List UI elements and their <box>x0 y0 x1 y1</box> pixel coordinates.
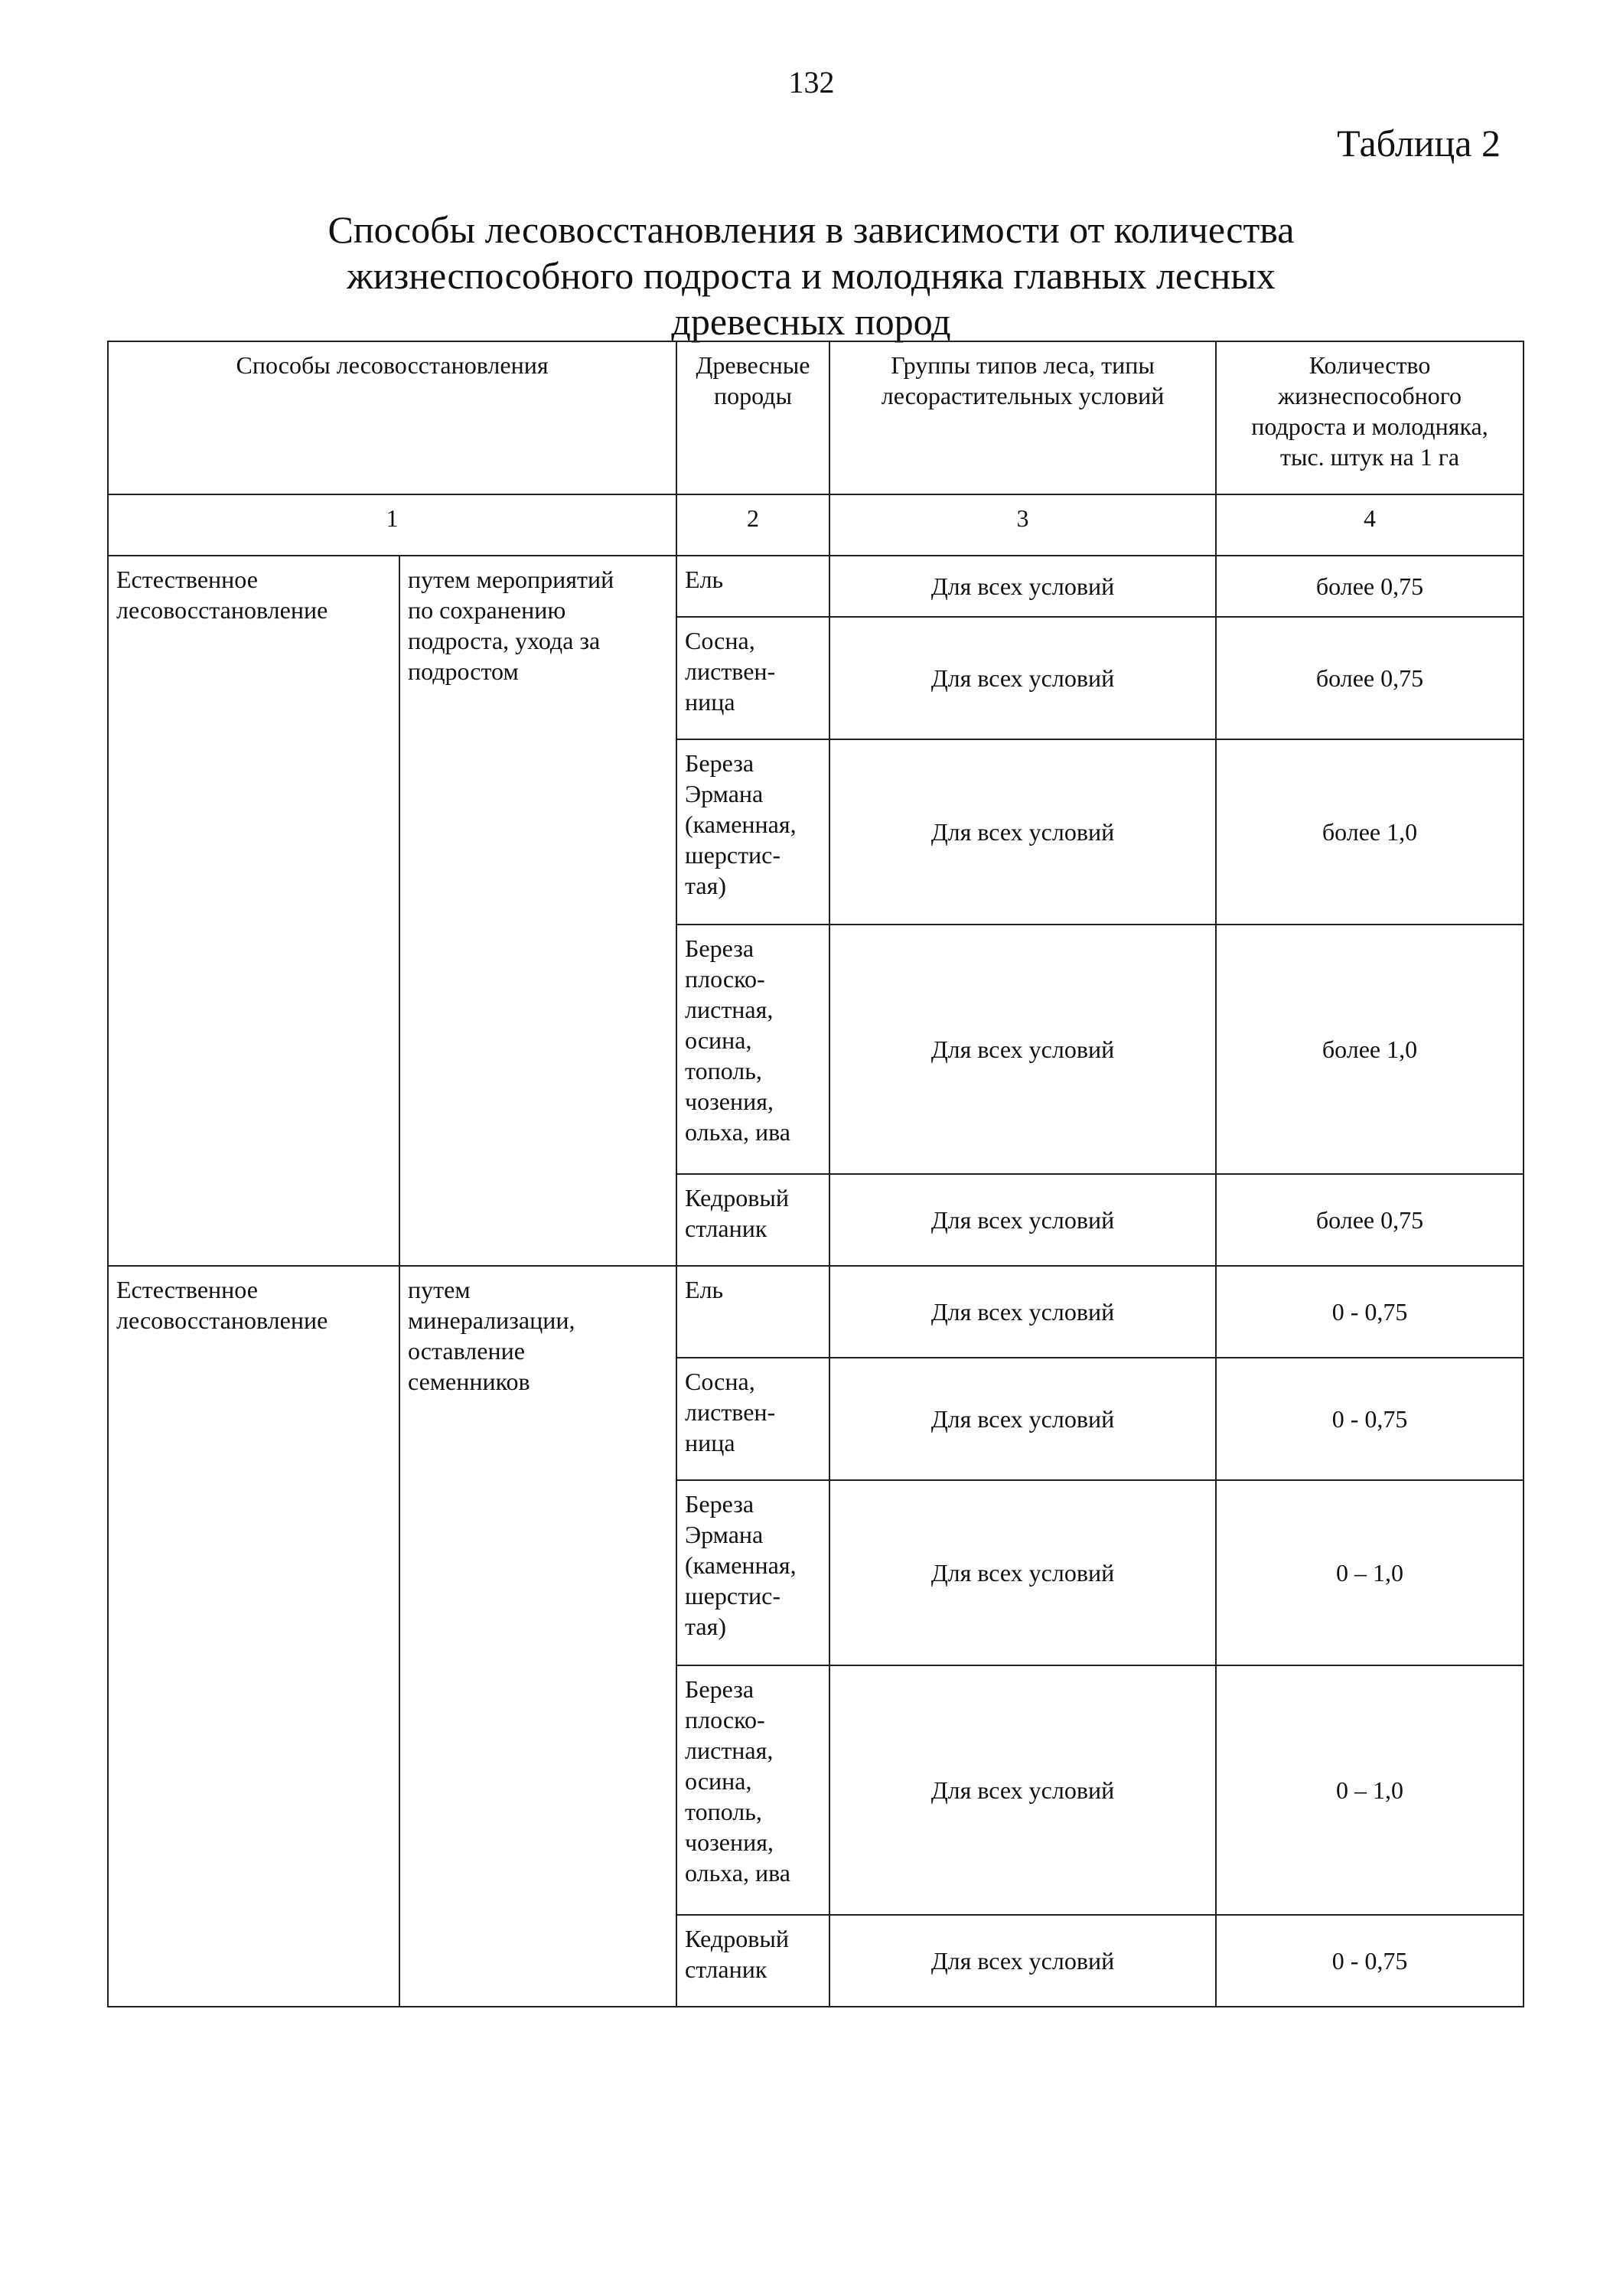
header-quantity: Количество жизнеспособного подроста и молодняка, тыс. штук на 1 га <box>1216 341 1524 494</box>
submethod-cell: путем минерализации, оставление семенников <box>399 1266 676 2007</box>
species-cell: Ель <box>676 556 829 617</box>
conditions-cell: Для всех условий <box>829 1915 1216 2007</box>
column-number: 1 <box>108 494 676 556</box>
table-label: Таблица 2 <box>1337 122 1501 165</box>
quantity-cell: 0 - 0,75 <box>1216 1915 1524 2007</box>
conditions-cell: Для всех условий <box>829 1665 1216 1915</box>
method-cell: Естественное лесовосстановление <box>108 1266 399 2007</box>
species-cell: Кедровый стланик <box>676 1915 829 2007</box>
conditions-cell: Для всех условий <box>829 1266 1216 1358</box>
conditions-cell: Для всех условий <box>829 925 1216 1174</box>
quantity-cell: более 0,75 <box>1216 617 1524 739</box>
conditions-cell: Для всех условий <box>829 556 1216 617</box>
quantity-cell: 0 - 0,75 <box>1216 1358 1524 1480</box>
conditions-cell: Для всех условий <box>829 739 1216 925</box>
conditions-cell: Для всех условий <box>829 1174 1216 1266</box>
reforestation-table <box>107 341 1524 2007</box>
quantity-cell: более 1,0 <box>1216 925 1524 1174</box>
table-row <box>108 556 1524 617</box>
quantity-cell: 0 – 1,0 <box>1216 1665 1524 1915</box>
species-cell: Береза Эрмана (каменная, шерстис- тая) <box>676 1480 829 1665</box>
header-methods: Способы лесовосстановления <box>108 341 676 494</box>
quantity-cell: 0 – 1,0 <box>1216 1480 1524 1665</box>
species-cell: Ель <box>676 1266 829 1358</box>
column-number: 2 <box>676 494 829 556</box>
title-line: жизнеспособного подроста и молодняка главных лесных <box>347 254 1276 297</box>
species-cell: Береза плоско- листная, осина, тополь, чозения, ольха, ива <box>676 925 829 1174</box>
quantity-cell: более 1,0 <box>1216 739 1524 925</box>
species-cell: Сосна, листвен- ница <box>676 1358 829 1480</box>
title-line: Способы лесовосстановления в зависимости от количества <box>328 208 1295 251</box>
header-species: Древесные породы <box>676 341 829 494</box>
table-title <box>199 207 1423 344</box>
quantity-cell: более 0,75 <box>1216 556 1524 617</box>
submethod-cell: путем мероприятий по сохранению подроста, ухода за подростом <box>399 556 676 1266</box>
page-number: 132 <box>788 65 835 99</box>
species-cell: Береза Эрмана (каменная, шерстис- тая) <box>676 739 829 925</box>
column-number: 4 <box>1216 494 1524 556</box>
method-cell: Естественное лесовосстановление <box>108 556 399 1266</box>
column-number: 3 <box>829 494 1216 556</box>
table-row <box>108 1266 1524 1358</box>
conditions-cell: Для всех условий <box>829 1358 1216 1480</box>
conditions-cell: Для всех условий <box>829 617 1216 739</box>
species-cell: Кедровый стланик <box>676 1174 829 1266</box>
header-forest-types: Группы типов леса, типы лесорастительных условий <box>829 341 1216 494</box>
species-cell: Сосна, листвен- ница <box>676 617 829 739</box>
title-line: древесных пород <box>671 300 951 343</box>
conditions-cell: Для всех условий <box>829 1480 1216 1665</box>
quantity-cell: 0 - 0,75 <box>1216 1266 1524 1358</box>
quantity-cell: более 0,75 <box>1216 1174 1524 1266</box>
species-cell: Береза плоско- листная, осина, тополь, чозения, ольха, ива <box>676 1665 829 1915</box>
